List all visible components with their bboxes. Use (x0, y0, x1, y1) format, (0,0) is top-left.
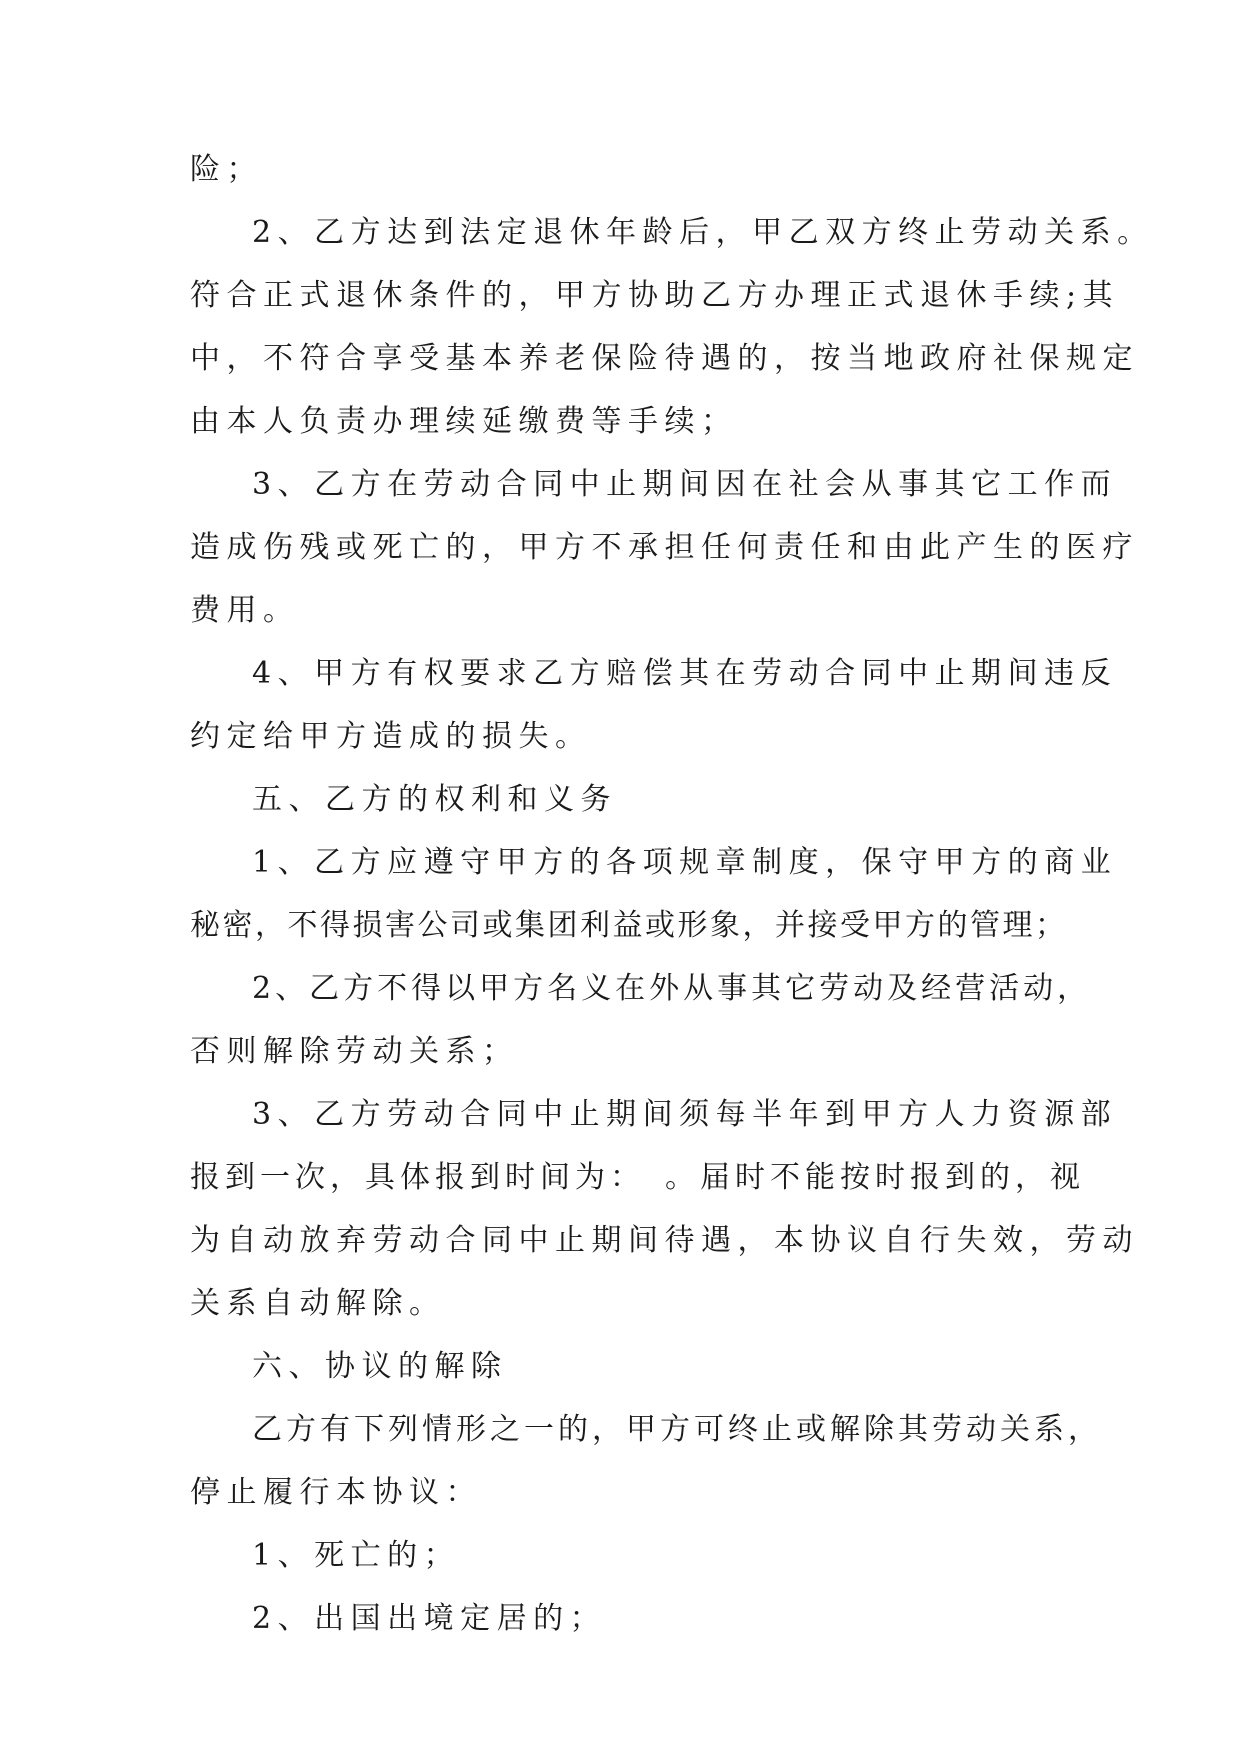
text-line-8: 费用。 (190, 593, 300, 628)
text-line-19: 关系自动解除。 (190, 1286, 446, 1321)
section-heading-5: 五、乙方的权利和义务 (252, 782, 617, 817)
section-heading-6: 六、协议的解除 (252, 1349, 508, 1384)
text-line-2: 2、乙方达到法定退休年龄后，甲乙双方终止劳动关系。 (252, 215, 1154, 250)
text-line-10: 约定给甲方造成的损失。 (190, 719, 592, 754)
text-line-7: 造成伤残或死亡的，甲方不承担任何责任和由此产生的医疗 (190, 530, 1139, 565)
text-line-14: 2、乙方不得以甲方名义在外从事其它劳动及经营活动， (252, 971, 1092, 1006)
text-line-5: 由本人负责办理续延缴费等手续； (190, 404, 738, 439)
text-line-6: 3、乙方在劳动合同中止期间因在社会从事其它工作而 (252, 467, 1118, 502)
text-line-16: 3、乙方劳动合同中止期间须每半年到甲方人力资源部 (252, 1097, 1118, 1132)
text-line-13: 秘密，不得损害公司或集团利益或形象，并接受甲方的管理； (190, 908, 1068, 943)
list-item-1: 1、死亡的； (252, 1538, 461, 1573)
text-line-17: 报到一次，具体报到时间为： 。届时不能按时报到的，视 (190, 1160, 1085, 1195)
text-line-3: 符合正式退休条件的，甲方协助乙方办理正式退休手续;其 (190, 278, 1120, 313)
text-line-1: 险； (190, 152, 263, 187)
text-line-9: 4、甲方有权要求乙方赔偿其在劳动合同中止期间违反 (252, 656, 1118, 691)
text-line-21: 乙方有下列情形之一的，甲方可终止或解除其劳动关系， (252, 1412, 1102, 1447)
text-line-15: 否则解除劳动关系； (190, 1034, 519, 1069)
text-line-12: 1、乙方应遵守甲方的各项规章制度，保守甲方的商业 (252, 845, 1118, 880)
list-item-2: 2、出国出境定居的； (252, 1601, 607, 1636)
text-line-22: 停止履行本协议： (190, 1475, 482, 1510)
text-line-4: 中，不符合享受基本养老保险待遇的，按当地政府社保规定 (190, 341, 1139, 376)
text-line-18: 为自动放弃劳动合同中止期间待遇，本协议自行失效，劳动 (190, 1223, 1139, 1258)
